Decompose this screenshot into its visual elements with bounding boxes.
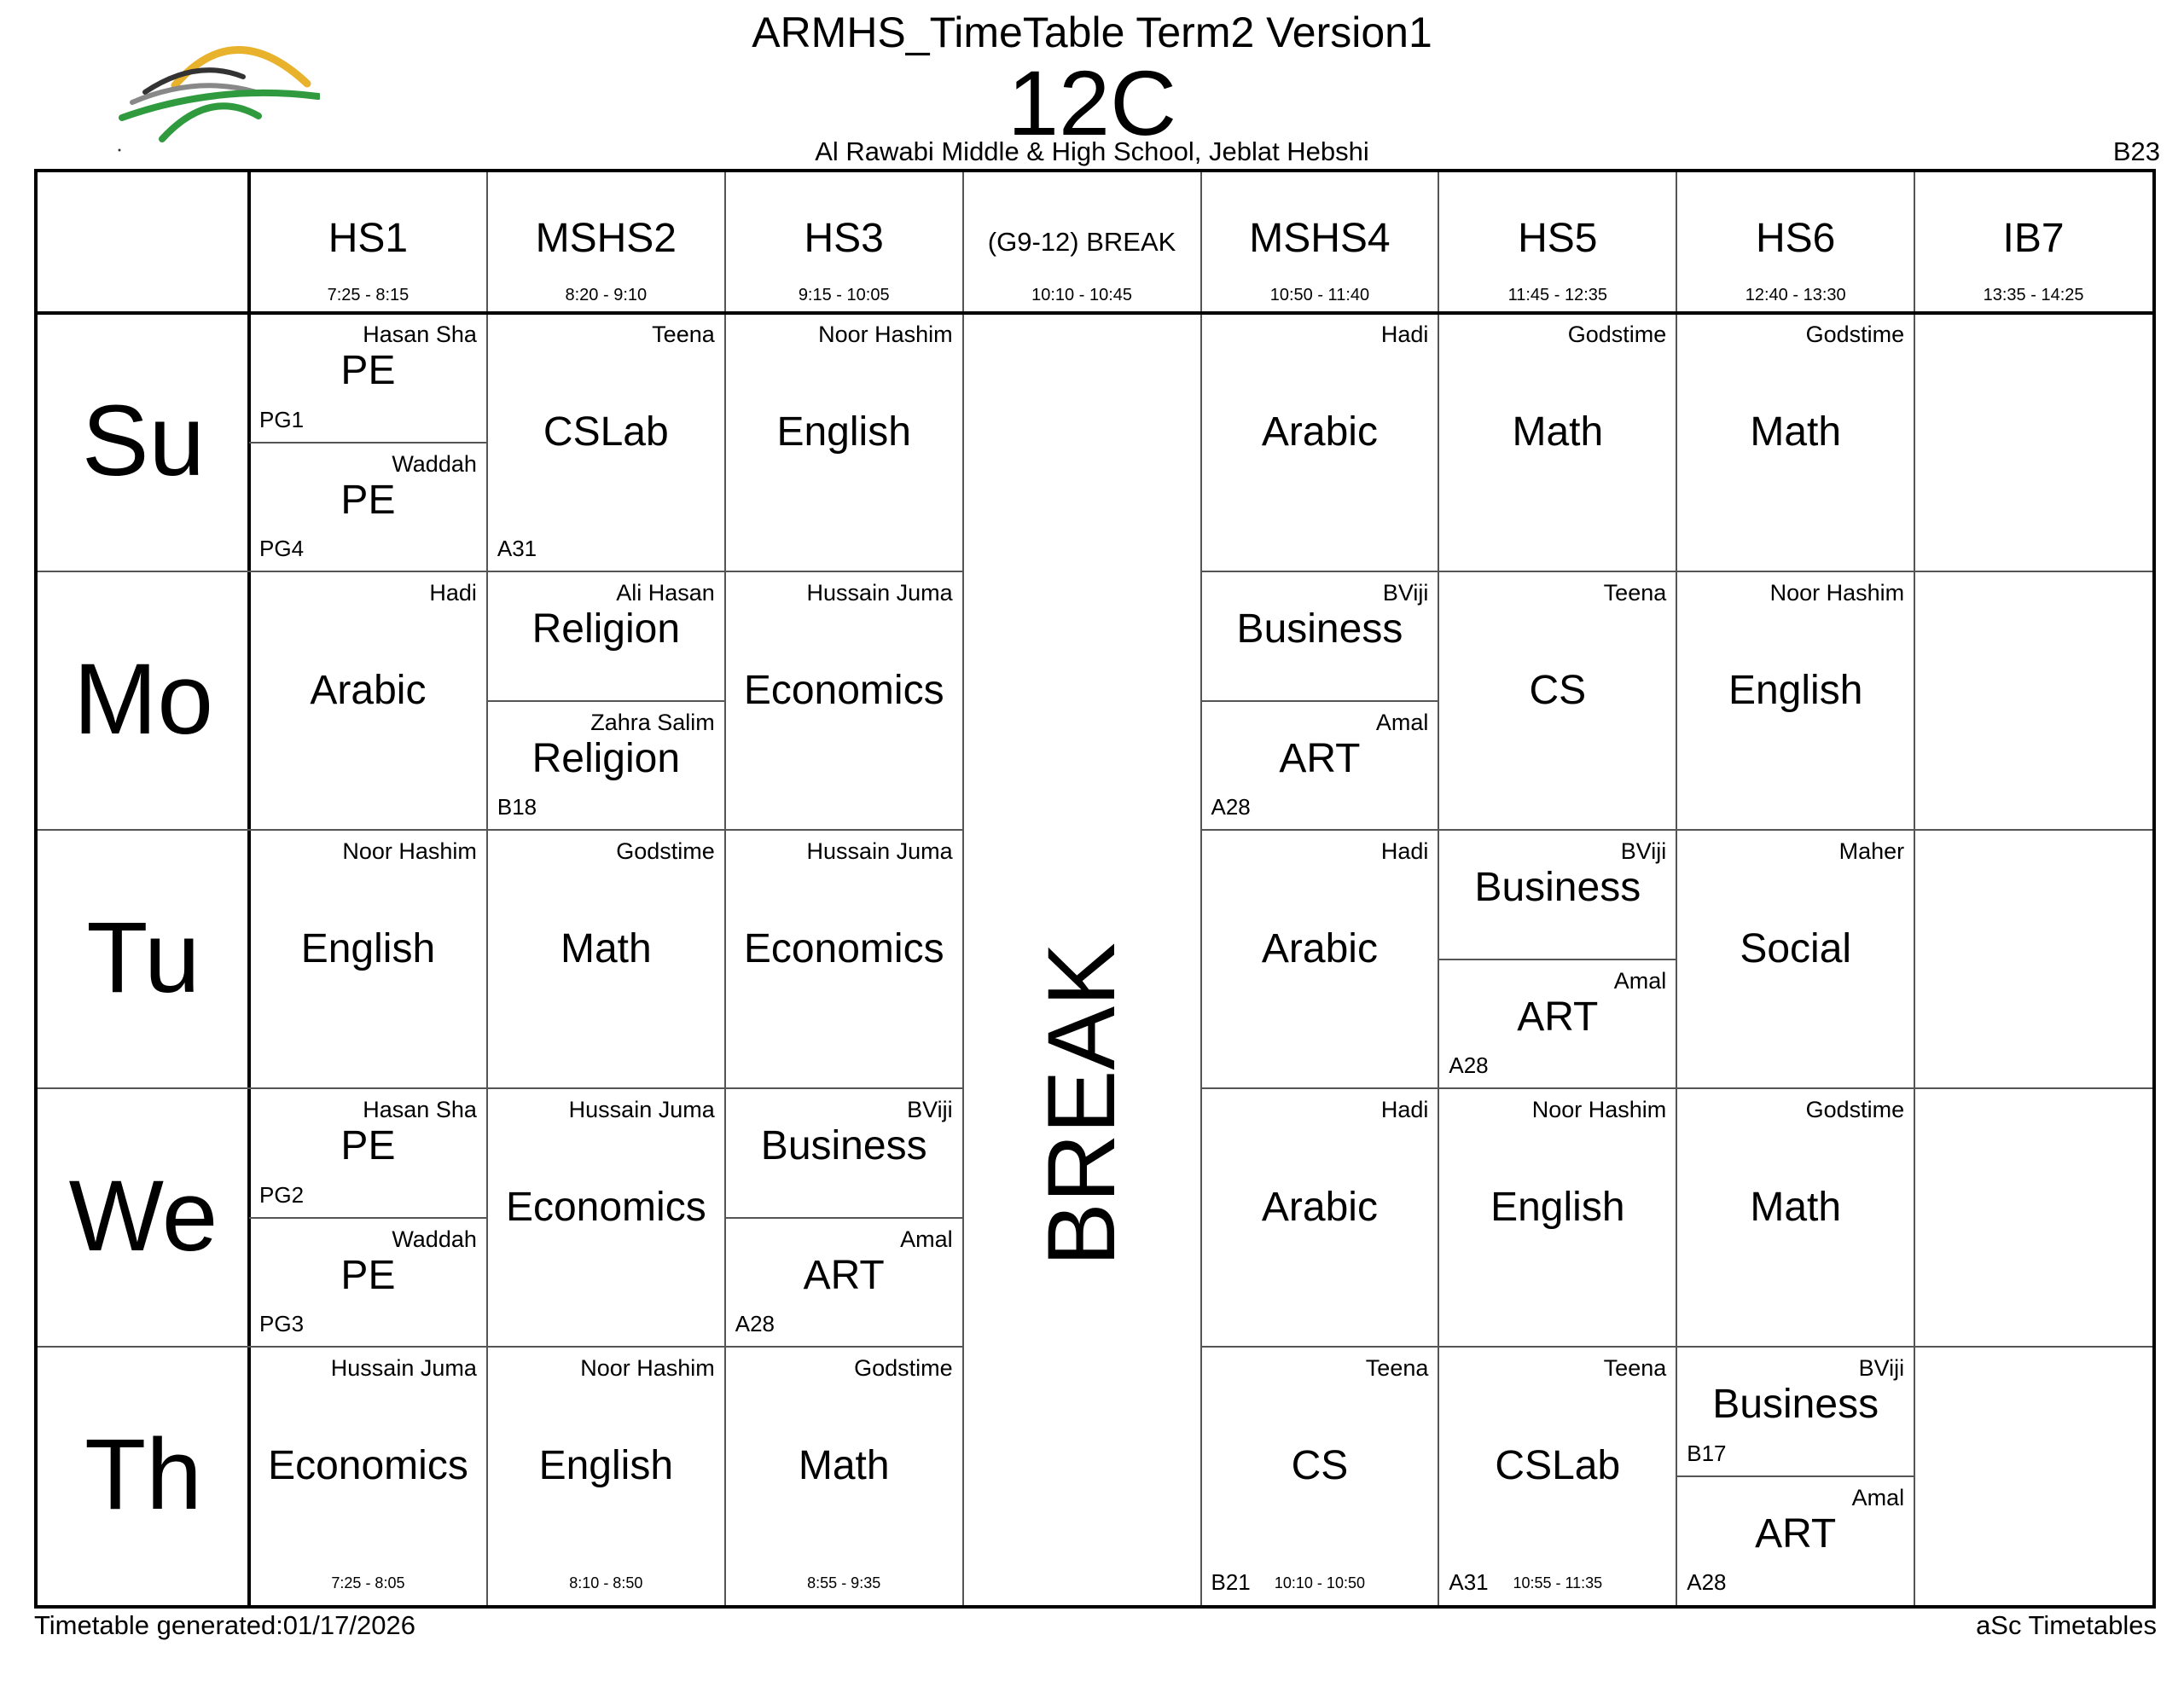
- lesson-time: 10:55 - 11:35: [1513, 1574, 1603, 1591]
- lesson-time: 10:10 - 10:50: [1274, 1574, 1365, 1591]
- teacher-name: Amal: [1375, 709, 1429, 735]
- subject-name: PE: [340, 1123, 396, 1168]
- subject-name: English: [300, 926, 436, 971]
- subject-name: Religion: [531, 735, 681, 781]
- period-time: 11:45 - 12:35: [1507, 286, 1607, 304]
- subject-name: Arabic: [1261, 926, 1378, 971]
- subject-name: Business: [760, 1123, 927, 1168]
- lesson-cell[interactable]: [725, 1218, 963, 1348]
- day-label: We: [68, 1160, 218, 1272]
- day-row-header: [38, 571, 249, 830]
- lesson-cell[interactable]: [1676, 830, 1914, 1088]
- lesson-time: 7:25 - 8:05: [331, 1574, 405, 1591]
- subject-name: CS: [1529, 668, 1587, 713]
- room-label: B21: [1211, 1569, 1251, 1595]
- period-header: [249, 172, 487, 313]
- room-label: B18: [497, 794, 537, 820]
- subject-name: Math: [1750, 1185, 1842, 1230]
- period-name: MSHS2: [535, 216, 677, 261]
- period-time: 7:25 - 8:15: [327, 286, 410, 304]
- subject-name: ART: [1279, 735, 1361, 781]
- subject-name: English: [776, 409, 911, 455]
- teacher-name: Waddah: [392, 1226, 477, 1252]
- day-label: Th: [84, 1418, 202, 1531]
- period-name: IB7: [2002, 216, 2065, 261]
- room-label: A31: [497, 536, 537, 561]
- teacher-name: Amal: [1613, 967, 1667, 994]
- lesson-cell[interactable]: [1438, 313, 1676, 571]
- day-row-header: [38, 830, 249, 1088]
- lesson-cell[interactable]: [249, 1088, 487, 1218]
- teacher-name: Noor Hashim: [342, 838, 477, 864]
- subject-name: Arabic: [1261, 409, 1378, 455]
- day-label: Su: [81, 385, 206, 497]
- lesson-cell[interactable]: [1676, 1088, 1914, 1347]
- teacher-name: Ali Hasan: [616, 580, 715, 606]
- teacher-name: Hadi: [1380, 322, 1429, 347]
- teacher-name: Godstime: [616, 838, 715, 864]
- teacher-name: Noor Hashim: [818, 322, 953, 347]
- teacher-name: Godstime: [1805, 1097, 1905, 1122]
- lesson-cell[interactable]: [1201, 701, 1439, 831]
- subject-name: Business: [1474, 865, 1641, 910]
- subject-name: CS: [1291, 1443, 1349, 1488]
- lesson-cell[interactable]: [1201, 830, 1439, 1088]
- subject-name: CSLab: [543, 409, 669, 455]
- teacher-name: Hussain Juma: [568, 1097, 715, 1122]
- lesson-cell[interactable]: [1201, 1347, 1439, 1605]
- teacher-name: Hadi: [1380, 1097, 1429, 1122]
- subject-name: English: [538, 1443, 674, 1488]
- lesson-cell[interactable]: [249, 443, 487, 572]
- teacher-name: Hadi: [1380, 838, 1429, 864]
- subject-name: Social: [1740, 926, 1852, 971]
- lesson-cell[interactable]: [487, 1088, 725, 1347]
- subject-name: PE: [340, 477, 396, 523]
- lesson-cell[interactable]: [487, 701, 725, 831]
- teacher-name: Godstime: [854, 1355, 953, 1381]
- lesson-cell[interactable]: [249, 571, 487, 830]
- teacher-name: Noor Hashim: [1531, 1097, 1667, 1122]
- period-time: 13:35 - 14:25: [1983, 286, 2084, 304]
- room-label: B17: [1687, 1440, 1727, 1466]
- subject-name: English: [1490, 1185, 1625, 1230]
- room-label: PG4: [259, 536, 305, 561]
- lesson-cell[interactable]: [1438, 1088, 1676, 1347]
- subject-name: Economics: [268, 1443, 468, 1488]
- lesson-cell[interactable]: [487, 830, 725, 1088]
- period-header: [1914, 172, 2152, 313]
- lesson-cell[interactable]: [1438, 571, 1676, 830]
- lesson-cell[interactable]: [487, 571, 725, 701]
- teacher-name: Hasan Sha: [363, 322, 477, 347]
- teacher-name: Teena: [652, 322, 715, 347]
- subject-name: ART: [803, 1252, 885, 1298]
- teacher-name: BViji: [1620, 838, 1667, 864]
- teacher-name: Hussain Juma: [806, 838, 953, 864]
- period-name: MSHS4: [1249, 216, 1391, 261]
- subject-name: ART: [1755, 1510, 1837, 1557]
- room-label: A28: [1449, 1052, 1489, 1078]
- lesson-cell[interactable]: [1201, 1088, 1439, 1347]
- period-header: [1201, 172, 1439, 313]
- teacher-name: Zahra Salim: [590, 709, 715, 735]
- break-label: BREAK: [1028, 942, 1136, 1267]
- period-name: HS1: [328, 216, 409, 261]
- school-name: Al Rawabi Middle & High School, Jeblat Hebshi: [815, 136, 1369, 166]
- day-row-header: [38, 313, 249, 571]
- teacher-name: Waddah: [392, 450, 477, 477]
- lesson-time: 8:10 - 8:50: [569, 1574, 643, 1591]
- lesson-cell[interactable]: [725, 571, 963, 830]
- subject-name: Math: [1750, 409, 1842, 455]
- lesson-cell[interactable]: [249, 830, 487, 1088]
- class-name: 12C: [1007, 51, 1177, 154]
- teacher-name: Hussain Juma: [806, 580, 953, 606]
- teacher-name: Noor Hashim: [1769, 580, 1905, 606]
- lesson-cell[interactable]: [725, 1088, 963, 1218]
- teacher-name: Teena: [1603, 580, 1667, 606]
- lesson-cell[interactable]: [1438, 959, 1676, 1089]
- teacher-name: BViji: [907, 1097, 953, 1122]
- day-label: Mo: [73, 643, 213, 756]
- lesson-cell[interactable]: [249, 1218, 487, 1348]
- subject-name: ART: [1517, 994, 1599, 1040]
- period-time: 9:15 - 10:05: [798, 286, 890, 304]
- subject-name: CSLab: [1495, 1443, 1621, 1488]
- period-name: HS6: [1756, 216, 1836, 261]
- subject-name: Math: [798, 1443, 890, 1488]
- lesson-cell[interactable]: [1676, 1476, 1914, 1606]
- lesson-cell[interactable]: [1438, 830, 1676, 959]
- period-time: 10:50 - 11:40: [1269, 286, 1370, 304]
- room-label: PG2: [259, 1181, 305, 1208]
- subject-name: Economics: [743, 926, 944, 971]
- room-label: A28: [1211, 794, 1251, 820]
- teacher-name: Amal: [1851, 1484, 1905, 1510]
- lesson-cell[interactable]: [1438, 1347, 1676, 1605]
- teacher-name: BViji: [1382, 580, 1429, 606]
- subject-name: English: [1728, 668, 1863, 713]
- lesson-cell[interactable]: [487, 313, 725, 571]
- teacher-name: Teena: [1365, 1355, 1429, 1381]
- room-label: A28: [735, 1311, 775, 1336]
- period-time: 10:10 - 10:45: [1031, 286, 1132, 304]
- timetable-title: ARMHS_TimeTable Term2 Version1: [752, 9, 1432, 56]
- subject-name: Business: [1236, 606, 1403, 652]
- period-name: (G9-12) BREAK: [987, 227, 1176, 257]
- school-logo: [115, 24, 320, 152]
- period-header: [1438, 172, 1676, 313]
- lesson-cell[interactable]: [725, 1347, 963, 1605]
- lesson-cell[interactable]: [1201, 313, 1439, 571]
- subject-name: Religion: [531, 606, 681, 652]
- room-label: PG3: [259, 1311, 305, 1336]
- timetable-grid: [34, 169, 2156, 1609]
- teacher-name: Godstime: [1805, 322, 1905, 347]
- subject-name: Business: [1712, 1382, 1879, 1427]
- lesson-cell[interactable]: [249, 313, 487, 443]
- period-time: 8:20 - 9:10: [565, 286, 648, 304]
- period-name: HS5: [1518, 216, 1598, 261]
- lesson-time: 8:55 - 9:35: [807, 1574, 881, 1591]
- teacher-name: Amal: [900, 1226, 953, 1252]
- teacher-name: Hussain Juma: [330, 1355, 477, 1381]
- room-label: A31: [1449, 1569, 1489, 1595]
- period-header: [725, 172, 963, 313]
- lesson-cell[interactable]: [725, 830, 963, 1088]
- lesson-cell[interactable]: [1676, 571, 1914, 830]
- room-label: A28: [1687, 1569, 1727, 1595]
- subject-name: Arabic: [310, 668, 427, 713]
- software-brand: aSc Timetables: [1976, 1610, 2157, 1640]
- teacher-name: BViji: [1858, 1355, 1905, 1381]
- period-header: [487, 172, 725, 313]
- day-label: Tu: [86, 901, 200, 1014]
- lesson-cell[interactable]: [1676, 313, 1914, 571]
- subject-name: Arabic: [1261, 1185, 1378, 1230]
- period-time: 12:40 - 13:30: [1745, 286, 1846, 304]
- generated-date: Timetable generated:01/17/2026: [34, 1610, 415, 1640]
- subject-name: PE: [340, 1252, 396, 1298]
- subject-name: PE: [340, 348, 396, 393]
- teacher-name: Maher: [1838, 838, 1905, 864]
- day-row-header: [38, 1347, 249, 1605]
- teacher-name: Hadi: [429, 580, 477, 606]
- lesson-cell[interactable]: [1201, 571, 1439, 701]
- period-header: [963, 172, 1201, 313]
- lesson-cell[interactable]: [725, 313, 963, 571]
- teacher-name: Teena: [1603, 1355, 1667, 1381]
- day-row-header: [38, 1088, 249, 1347]
- teacher-name: Noor Hashim: [580, 1355, 715, 1381]
- lesson-cell[interactable]: [249, 1347, 487, 1605]
- period-header: [1676, 172, 1914, 313]
- subject-name: Economics: [743, 668, 944, 713]
- lesson-cell[interactable]: [1676, 1347, 1914, 1476]
- room-label: PG1: [259, 406, 305, 432]
- teacher-name: Hasan Sha: [363, 1097, 477, 1122]
- subject-name: Math: [560, 926, 652, 971]
- lesson-cell[interactable]: [487, 1347, 725, 1605]
- teacher-name: Godstime: [1567, 322, 1667, 347]
- room-code: B23: [2112, 136, 2160, 166]
- period-name: HS3: [804, 216, 884, 261]
- subject-name: Economics: [505, 1185, 706, 1230]
- subject-name: Math: [1512, 409, 1604, 455]
